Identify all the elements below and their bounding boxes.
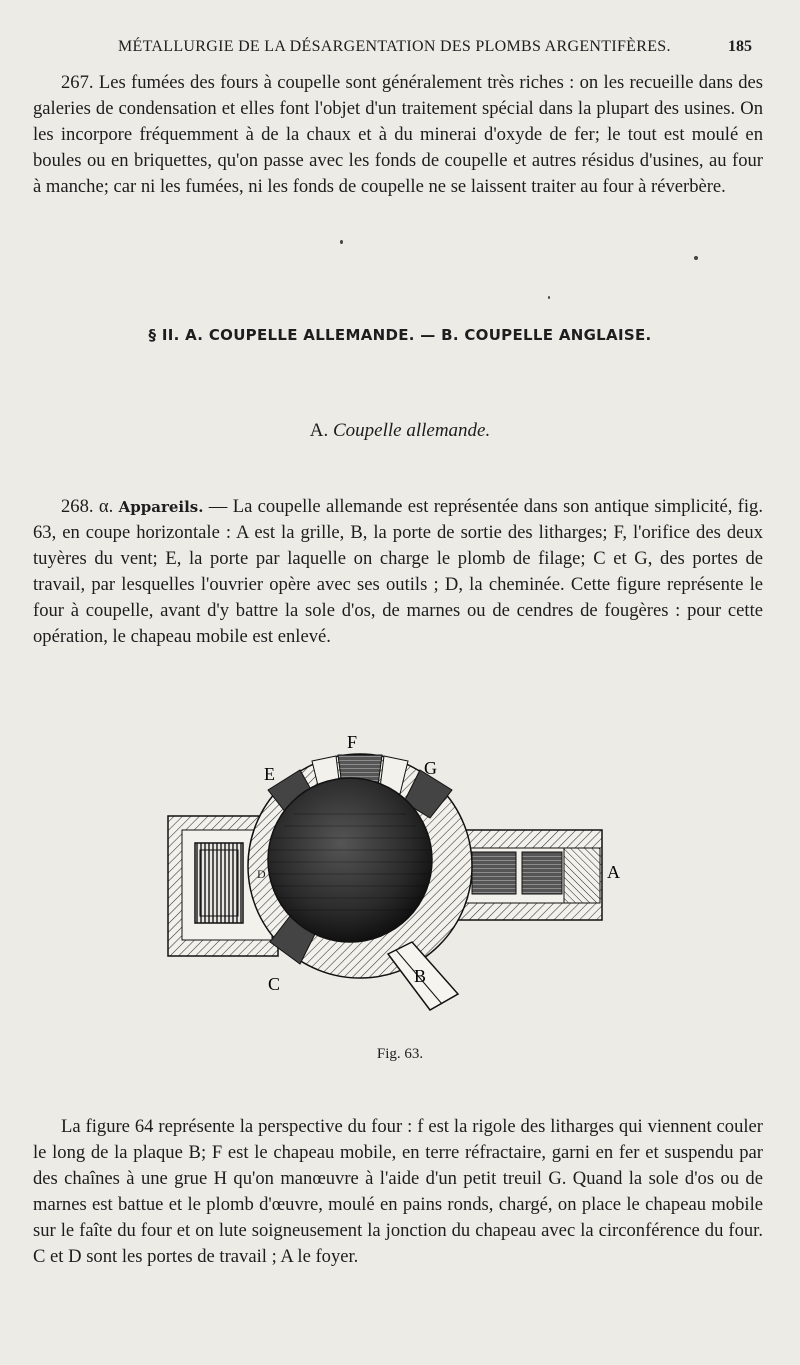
figure-63: [160, 728, 640, 1028]
furnace-cross-section-drawing: [160, 728, 640, 1028]
subsection-heading: [0, 420, 800, 442]
label-c: C: [268, 974, 281, 994]
running-title: MÉTALLURGIE DE LA DÉSARGENTATION DES PLOMBS ARGENTIFÈRES.: [118, 38, 671, 55]
chimney: [195, 843, 243, 923]
paragraph-268-lead: 268. α.: [61, 496, 119, 517]
paragraph-268: [33, 494, 763, 650]
label-e: E: [264, 764, 275, 784]
hearth: [268, 778, 432, 942]
print-speck: [340, 240, 343, 244]
paragraph-267: 267. Les fumées des fours à coupelle sont généralement très riches : on les recueille dans des galeries de condensation et elles font l'objet d'un traitement spécial dans la plupart des usines. On les incorpore fréquemment à de la chaux et à du minerai d'oxyde de fer; le tout est moulé en boules ou en briquettes, qu'on passe avec les fonds de coupelle et autres résidus d'usines, au four à manche; car ni les fumées, ni les fonds de coupelle ne se laissent traiter au four à réverbère.: [33, 72, 763, 197]
section-heading: § II. A. COUPELLE ALLEMANDE. — B. COUPELLE ANGLAISE.: [148, 326, 652, 344]
label-g: G: [424, 758, 437, 778]
paragraph-64: La figure 64 représente la perspective du four : f est la rigole des litharges qui viennent couler le long de la plaque B; F est le chapeau mobile, en terre réfractaire, garni en fer et suspendu par des chaînes à une grue H qu'on manœuvre à l'aide d'un petit treuil G. Quand la sole d'os ou de marnes est battue et le plomb d'œuvre, moulé en pains ronds, chargé, on place le chapeau mobile sur le faîte du four et on lute soigneusement la jonction du chapeau avec la circonférence du four. C et D sont les portes de travail ; A le foyer.: [33, 1116, 763, 1267]
paragraph-268-text: — La coupelle allemande est représentée dans son antique simplicité, fig. 63, en coupe horizontale : A est la grille, B, la porte de sortie des litharges; F, l'orifice des deux tuyères du vent; E, la porte par laquelle on charge le plomb de filage; C et G, des portes de travail, par lesquelles l'ouvrier opère avec ses outils ; D, la cheminée. Cette figure représente le four à coupelle, avant d'y battre la sole d'os, de marnes ou de cendres de fougères : pour cette opération, le chapeau mobile est enlevé.: [33, 496, 763, 647]
figure-caption: Fig. 63.: [376, 1046, 424, 1062]
label-f: F: [346, 732, 358, 752]
print-speck: [694, 256, 698, 260]
subsection-prefix: A.: [309, 420, 329, 441]
page-number: 185: [728, 38, 752, 55]
print-speck: [548, 296, 550, 299]
label-b: B: [414, 966, 427, 986]
running-head: [0, 38, 800, 58]
subsection-title: Coupelle allemande.: [332, 420, 491, 441]
label-d: D: [257, 867, 266, 881]
label-a: A: [607, 862, 620, 882]
paragraph-268-label: Appareils.: [118, 498, 204, 516]
grate: [472, 852, 516, 894]
